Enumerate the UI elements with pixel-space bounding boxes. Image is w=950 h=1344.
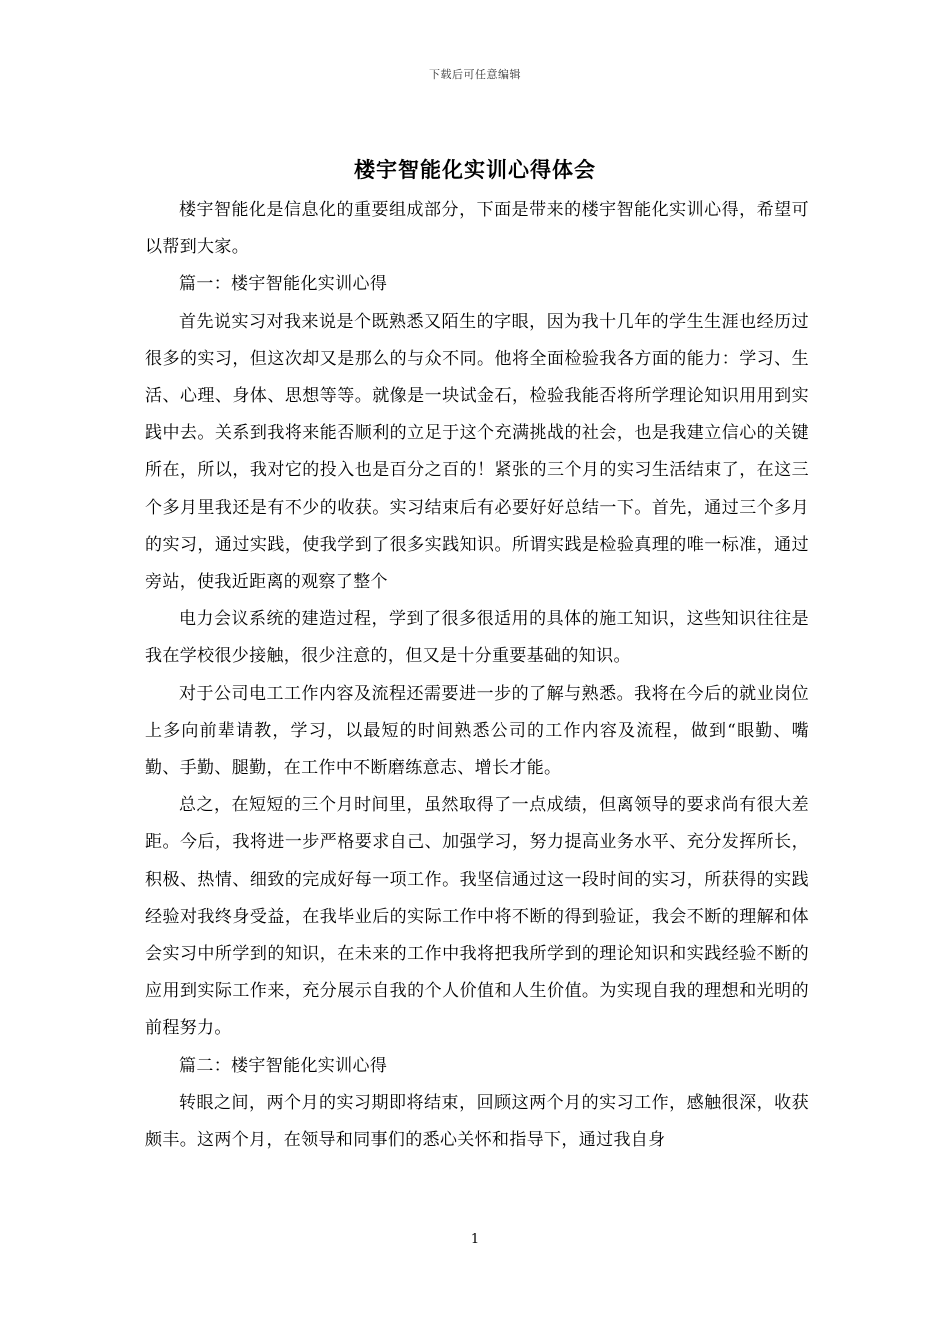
- body-paragraph: 首先说实习对我来说是个既熟悉又陌生的字眼，因为我十几年的学生生涯也经历过很多的实习，但这次却又是那么的与众不同。他将全面检验我各方面的能力：学习、生活、心理、身体、思想等等。就像是一块试金石，检验我能否将所学理论知识用用到实践中去。关系到我将来能否顺利的立足于这个充满挑战的社会，也是我建立信心的关键所在，所以，我对它的投入也是百分之百的！紧张的三个月的实习生活结束了，在这三个多月里我还是有不少的收获。实习结束后有必要好好总结一下。首先，通过三个多月的实习，通过实践，使我学到了很多实践知识。所谓实践是检验真理的唯一标准，通过旁站，使我近距离的观察了整个: [145, 311, 809, 593]
- intro-paragraph: 楼宇智能化是信息化的重要组成部分，下面是带来的楼宇智能化实训心得，希望可以帮到大家。: [145, 200, 809, 258]
- page-number: 1: [470, 1232, 480, 1247]
- page-header: 下载后可任意编辑: [429, 68, 521, 81]
- body-paragraph: 总之，在短短的三个月时间里，虽然取得了一点成绩，但离领导的要求尚有很大差距。今后，我将进一步严格要求自己、加强学习，努力提高业务水平、充分发挥所长，积极、热情、细致的完成好每一项工作。我坚信通过这一段时间的实习，所获得的实践经验对我终身受益，在我毕业后的实际工作中将不断的得到验证，我会不断的理解和体会实习中所学到的知识，在未来的工作中我将把我所学到的理论知识和实践经验不断的应用到实际工作来，充分展示自我的个人价值和人生价值。为实现自我的理想和光明的前程努力。: [145, 795, 809, 1039]
- document-body: [145, 192, 809, 1159]
- body-paragraph: 电力会议系统的建造过程，学到了很多很适用的具体的施工知识，这些知识往往是我在学校很少接触，很少注意的，但又是十分重要基础的知识。: [145, 609, 809, 667]
- body-paragraph: 对于公司电工工作内容及流程还需要进一步的了解与熟悉。我将在今后的就业岗位上多向前辈请教，学习，以最短的时间熟悉公司的工作内容及流程，做到“眼勤、嘴勤、手勤、腿勤，在工作中不断磨练意志、增长才能。: [145, 683, 809, 779]
- section-heading-1: 篇一：楼宇智能化实训心得: [179, 274, 388, 295]
- body-paragraph: 转眼之间，两个月的实习期即将结束，回顾这两个月的实习工作，感触很深，收获颇丰。这两个月，在领导和同事们的悉心关怀和指导下，通过我自身: [145, 1092, 809, 1151]
- section-heading-2: 篇二：楼宇智能化实训心得: [179, 1055, 388, 1076]
- document-title: 楼宇智能化实训心得体会: [354, 158, 596, 182]
